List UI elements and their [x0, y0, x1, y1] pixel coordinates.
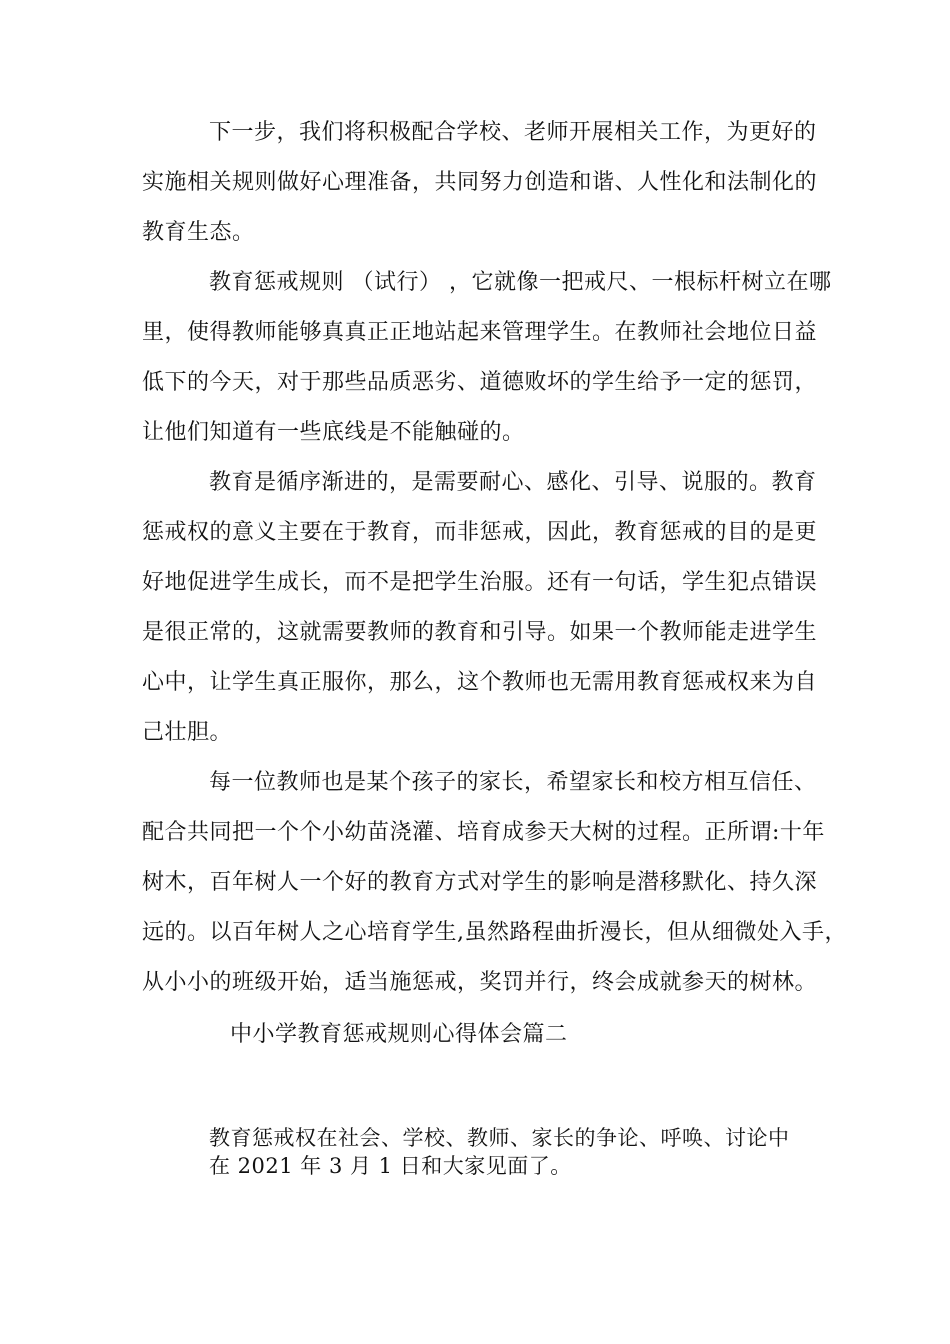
- paragraph-1-line-2: 实施相关规则做好心理准备，共同努力创造和谐、人性化和法制化的: [142, 170, 818, 195]
- paragraph-1-line-3: 教育生态。: [142, 220, 255, 245]
- paragraph-3-line-1: 教育是循序渐进的，是需要耐心、感化、引导、说服的。教育: [209, 470, 817, 495]
- paragraph-3-line-3: 好地促进学生成长，而不是把学生治服。还有一句话，学生犯点错误: [142, 570, 818, 595]
- paragraph-2-line-1: 教育惩戒规则 （试行） ，它就像一把戒尺、一根标杆树立在哪: [209, 270, 832, 295]
- closing-line-2: 在 2021 年 3 月 1 日和大家见面了。: [209, 1154, 572, 1178]
- paragraph-2-line-4: 让他们知道有一些底线是不能触碰的。: [142, 420, 525, 445]
- paragraph-4-line-4: 远的。以百年树人之心培育学生,虽然路程曲折漫长，但从细微处入手，: [142, 920, 847, 945]
- paragraph-3-line-2: 惩戒权的意义主要在于教育，而非惩戒，因此，教育惩戒的目的是更: [142, 520, 818, 545]
- paragraph-4-line-3: 树木，百年树人一个好的教育方式对学生的影响是潜移默化、持久深: [142, 870, 818, 895]
- paragraph-2-line-3: 低下的今天，对于那些品质恶劣、道德败坏的学生给予一定的惩罚，: [142, 370, 818, 395]
- paragraph-2-line-2: 里，使得教师能够真真正正地站起来管理学生。在教师社会地位日益: [142, 320, 818, 345]
- paragraph-3-line-4: 是很正常的，这就需要教师的教育和引导。如果一个教师能走进学生: [142, 620, 818, 645]
- paragraph-4-line-2: 配合共同把一个个小幼苗浇灌、培育成参天大树的过程。正所谓:十年: [142, 820, 825, 845]
- paragraph-4-line-5: 从小小的班级开始，适当施惩戒，奖罚并行，终会成就参天的树林。: [142, 970, 818, 995]
- paragraph-1-line-1: 下一步，我们将积极配合学校、老师开展相关工作，为更好的: [209, 120, 817, 145]
- paragraph-3-line-5: 心中，让学生真正服你，那么，这个教师也无需用教育惩戒权来为自: [142, 670, 818, 695]
- closing-line-1: 教育惩戒权在社会、学校、教师、家长的争论、呼唤、讨论中: [209, 1126, 790, 1150]
- paragraph-3-line-6: 己壮胆。: [142, 720, 233, 745]
- paragraph-4-line-1: 每一位教师也是某个孩子的家长，希望家长和校方相互信任、: [209, 770, 817, 795]
- section-heading: 中小学教育惩戒规则心得体会篇二: [230, 1022, 568, 1047]
